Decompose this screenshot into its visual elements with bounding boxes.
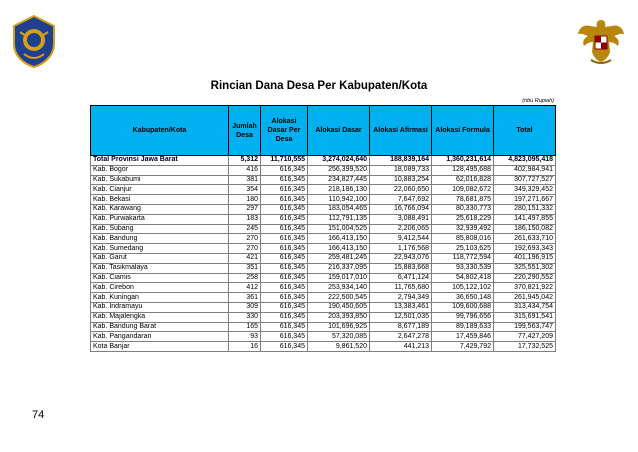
table-cell-value: 297 (229, 204, 261, 214)
table-cell-value: 36,650,148 (432, 293, 494, 303)
table-cell-value: 190,450,605 (308, 302, 370, 312)
table-cell-value: 1,360,231,614 (432, 156, 494, 166)
unit-label: (ribu Rupiah) (522, 98, 554, 104)
table-row (91, 283, 556, 293)
table-cell-value: 93,330,539 (432, 263, 494, 273)
table-cell-value: 616,345 (261, 234, 308, 244)
table-cell-value: 105,122,102 (432, 283, 494, 293)
table-cell-value: 112,791,135 (308, 214, 370, 224)
table-cell-name: Kab. Cirebon (91, 283, 229, 293)
col-header-alokasi-dasar: Alokasi Dasar (308, 106, 370, 156)
table-cell-value: 16 (229, 342, 261, 352)
table-cell-value: 183 (229, 214, 261, 224)
page-number: 74 (32, 409, 45, 421)
col-header-kabupaten: Kabupaten/Kota (91, 106, 229, 156)
table-cell-value: 188,839,164 (370, 156, 432, 166)
table-cell-value: 8,677,189 (370, 322, 432, 332)
table-cell-value: 412 (229, 283, 261, 293)
table-cell-value: 25,618,229 (432, 214, 494, 224)
table-cell-value: 416 (229, 165, 261, 175)
table-cell-value: 101,696,925 (308, 322, 370, 332)
table-cell-value: 370,821,922 (494, 283, 556, 293)
table-cell-value: 22,943,076 (370, 253, 432, 263)
table-cell-value: 616,345 (261, 342, 308, 352)
table-cell-value: 616,345 (261, 165, 308, 175)
table-cell-value: 245 (229, 224, 261, 234)
table-cell-value: 128,495,688 (432, 165, 494, 175)
table-cell-value: 9,861,520 (308, 342, 370, 352)
table-cell-name: Kota Banjar (91, 342, 229, 352)
col-header-alokasi-dasar-per-desa: Alokasi Dasar Per Desa (261, 106, 308, 156)
table-cell-value: 421 (229, 253, 261, 263)
table-cell-value: 330 (229, 312, 261, 322)
table-cell-value: 192,693,343 (494, 244, 556, 254)
table-cell-value: 616,345 (261, 224, 308, 234)
table-cell-value: 6,471,124 (370, 273, 432, 283)
table-cell-value: 313,434,754 (494, 302, 556, 312)
table-cell-value: 166,413,150 (308, 244, 370, 254)
table-cell-name: Kab. Tasikmalaya (91, 263, 229, 273)
table-cell-value: 361 (229, 293, 261, 303)
table-cell-value: 616,345 (261, 322, 308, 332)
table-row (91, 224, 556, 234)
table-cell-name: Kab. Sumedang (91, 244, 229, 254)
col-header-alokasi-afirmasi: Alokasi Afirmasi (370, 106, 432, 156)
table-cell-value: 197,271,667 (494, 195, 556, 205)
table-row (91, 244, 556, 254)
table-cell-value: 9,412,544 (370, 234, 432, 244)
table-cell-value: 13,383,461 (370, 302, 432, 312)
table-row (91, 342, 556, 352)
table-cell-value: 261,945,042 (494, 293, 556, 303)
table-cell-value: 15,883,668 (370, 263, 432, 273)
table-cell-value: 54,802,418 (432, 273, 494, 283)
table-cell-value: 381 (229, 175, 261, 185)
table-cell-value: 118,772,594 (432, 253, 494, 263)
table-cell-name: Kab. Bandung Barat (91, 322, 229, 332)
table-cell-value: 270 (229, 244, 261, 254)
table-cell-value: 62,016,828 (432, 175, 494, 185)
table-row (91, 302, 556, 312)
table-cell-value: 616,345 (261, 283, 308, 293)
table-cell-value: 220,290,552 (494, 273, 556, 283)
table-cell-value: 80,330,773 (432, 204, 494, 214)
table-cell-value: 349,329,452 (494, 185, 556, 195)
table-cell-value: 218,186,130 (308, 185, 370, 195)
table-cell-value: 234,827,445 (308, 175, 370, 185)
table-cell-value: 2,206,065 (370, 224, 432, 234)
table-cell-name: Kab. Bogor (91, 165, 229, 175)
table-cell-value: 186,150,082 (494, 224, 556, 234)
table-cell-value: 16,766,094 (370, 204, 432, 214)
table-cell-value: 259,481,245 (308, 253, 370, 263)
table-row (91, 253, 556, 263)
table-cell-value: 165 (229, 322, 261, 332)
table-cell-value: 4,823,095,418 (494, 156, 556, 166)
table-cell-value: 199,563,747 (494, 322, 556, 332)
table-cell-value: 7,647,692 (370, 195, 432, 205)
table-cell-value: 159,017,010 (308, 273, 370, 283)
table-cell-value: 151,004,525 (308, 224, 370, 234)
table-cell-value: 110,942,100 (308, 195, 370, 205)
table-cell-value: 222,500,545 (308, 293, 370, 303)
table-cell-value: 616,345 (261, 312, 308, 322)
table-cell-value: 616,345 (261, 332, 308, 342)
table-cell-value: 616,345 (261, 214, 308, 224)
table-header-row (91, 106, 556, 156)
table-cell-value: 258 (229, 273, 261, 283)
table-cell-value: 315,691,541 (494, 312, 556, 322)
table-cell-value: 351 (229, 263, 261, 273)
table-cell-value: 3,274,024,640 (308, 156, 370, 166)
table-cell-name: Kab. Karawang (91, 204, 229, 214)
table-body (91, 156, 556, 352)
table-cell-value: 85,808,016 (432, 234, 494, 244)
table-cell-name: Kab. Pangandaran (91, 332, 229, 342)
table-row (91, 214, 556, 224)
table-cell-value: 17,459,846 (432, 332, 494, 342)
kemenkeu-emblem-icon (10, 14, 58, 68)
table-cell-name: Total Provinsi Jawa Barat (91, 156, 229, 166)
table-cell-value: 25,103,625 (432, 244, 494, 254)
table-cell-value: 99,796,656 (432, 312, 494, 322)
table-cell-name: Kab. Purwakarta (91, 214, 229, 224)
table-cell-value: 616,345 (261, 204, 308, 214)
table-row (91, 332, 556, 342)
table-row (91, 273, 556, 283)
table-cell-value: 256,399,520 (308, 165, 370, 175)
table-cell-value: 253,934,140 (308, 283, 370, 293)
table-cell-name: Kab. Garut (91, 253, 229, 263)
dana-desa-table (90, 105, 556, 352)
table-cell-value: 93 (229, 332, 261, 342)
table-cell-value: 616,345 (261, 293, 308, 303)
table-cell-value: 354 (229, 185, 261, 195)
table-cell-value: 261,633,710 (494, 234, 556, 244)
table-cell-name: Kab. Subang (91, 224, 229, 234)
table-cell-value: 180 (229, 195, 261, 205)
table-row (91, 312, 556, 322)
table-cell-value: 22,060,650 (370, 185, 432, 195)
table-cell-value: 32,939,492 (432, 224, 494, 234)
table-cell-name: Kab. Bekasi (91, 195, 229, 205)
table-cell-value: 57,320,085 (308, 332, 370, 342)
table-cell-value: 17,732,525 (494, 342, 556, 352)
table-cell-value: 10,883,254 (370, 175, 432, 185)
table-cell-value: 280,151,332 (494, 204, 556, 214)
table-row (91, 322, 556, 332)
table-cell-value: 5,312 (229, 156, 261, 166)
garuda-pancasila-icon (576, 14, 626, 68)
table-cell-value: 616,345 (261, 302, 308, 312)
col-header-alokasi-formula: Alokasi Formula (432, 106, 494, 156)
table-row (91, 263, 556, 273)
table-cell-value: 325,551,302 (494, 263, 556, 273)
table-cell-value: 616,345 (261, 185, 308, 195)
table-cell-value: 11,710,555 (261, 156, 308, 166)
table-cell-name: Kab. Indramayu (91, 302, 229, 312)
table-row-total (91, 156, 556, 166)
table-cell-name: Kab. Sukabumi (91, 175, 229, 185)
table-cell-value: 3,088,491 (370, 214, 432, 224)
table-cell-value: 402,984,941 (494, 165, 556, 175)
table-cell-value: 109,600,688 (432, 302, 494, 312)
table-cell-value: 109,082,672 (432, 185, 494, 195)
table-cell-value: 7,429,792 (432, 342, 494, 352)
table-cell-name: Kab. Bandung (91, 234, 229, 244)
table-cell-value: 616,345 (261, 175, 308, 185)
table-row (91, 293, 556, 303)
table-cell-value: 616,345 (261, 195, 308, 205)
table-cell-value: 203,393,850 (308, 312, 370, 322)
table-cell-value: 616,345 (261, 263, 308, 273)
table-cell-value: 166,413,150 (308, 234, 370, 244)
table-cell-name: Kab. Kuningan (91, 293, 229, 303)
table-cell-value: 18,089,733 (370, 165, 432, 175)
table-cell-value: 616,345 (261, 273, 308, 283)
table-cell-value: 2,647,278 (370, 332, 432, 342)
table-cell-name: Kab. Majalengka (91, 312, 229, 322)
table-row (91, 175, 556, 185)
table-row (91, 234, 556, 244)
table-cell-value: 1,176,568 (370, 244, 432, 254)
table-cell-value: 89,189,633 (432, 322, 494, 332)
table-cell-value: 77,427,209 (494, 332, 556, 342)
table-cell-value: 78,681,875 (432, 195, 494, 205)
table-cell-value: 11,765,680 (370, 283, 432, 293)
table-cell-value: 2,794,349 (370, 293, 432, 303)
col-header-total: Total (494, 106, 556, 156)
table-cell-value: 616,345 (261, 253, 308, 263)
col-header-jumlah-desa: Jumlah Desa (229, 106, 261, 156)
table-cell-value: 141,497,855 (494, 214, 556, 224)
table-cell-value: 441,213 (370, 342, 432, 352)
table-cell-name: Kab. Ciamis (91, 273, 229, 283)
table-cell-value: 616,345 (261, 244, 308, 254)
table-cell-name: Kab. Cianjur (91, 185, 229, 195)
table-row (91, 165, 556, 175)
table-row (91, 185, 556, 195)
table-row (91, 204, 556, 214)
table-cell-value: 307,727,527 (494, 175, 556, 185)
table-cell-value: 12,501,035 (370, 312, 432, 322)
table-cell-value: 401,196,915 (494, 253, 556, 263)
table-cell-value: 270 (229, 234, 261, 244)
table-cell-value: 309 (229, 302, 261, 312)
page-title: Rincian Dana Desa Per Kabupaten/Kota (210, 80, 428, 92)
table-cell-value: 216,337,095 (308, 263, 370, 273)
table-row (91, 195, 556, 205)
table-cell-value: 183,054,465 (308, 204, 370, 214)
